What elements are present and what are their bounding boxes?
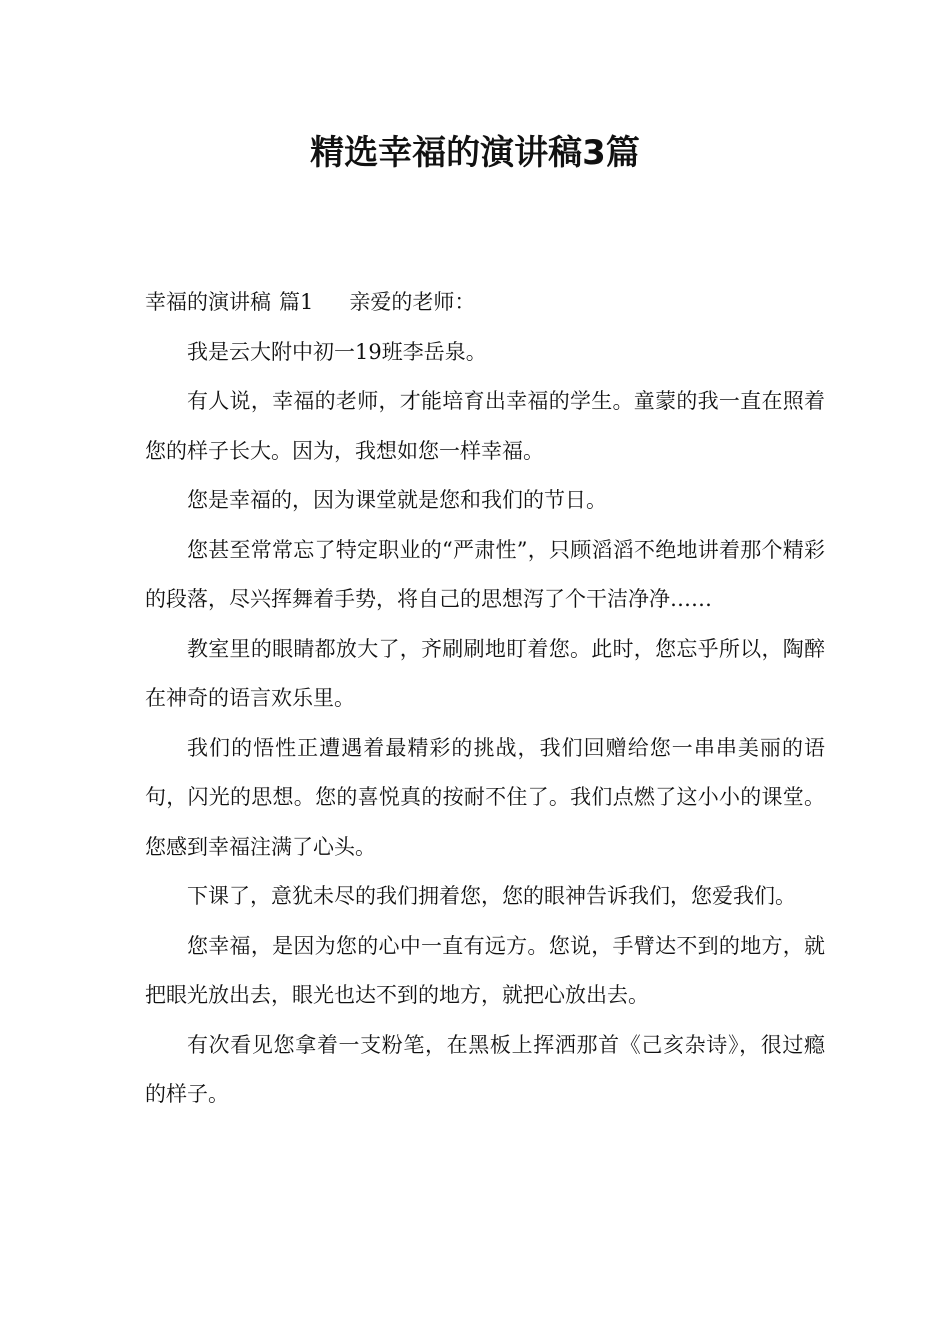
paragraph: 您甚至常常忘了特定职业的“严肃性”，只顾滔滔不绝地讲着那个精彩的段落，尽兴挥舞着手势，将自己的思想泻了个干洁净净…… [145,537,825,611]
paragraph: 我是云大附中初一19班李岳泉。 [187,339,487,364]
paragraph: 您幸福，是因为您的心中一直有远方。您说，手臂达不到的地方，就把眼光放出去，眼光也达不到的地方，就把心放出去。 [145,933,825,1007]
document-title: 精选幸福的演讲稿3篇 [310,133,640,173]
section-heading: 幸福的演讲稿 [145,290,271,314]
salutation: 亲爱的老师： [349,290,476,314]
paragraph: 有人说，幸福的老师，才能培育出幸福的学生。童蒙的我一直在照着您的样子长大。因为，我想如您一样幸福。 [145,389,825,463]
section-number: 篇1 [279,290,314,314]
paragraph: 您是幸福的，因为课堂就是您和我们的节日。 [187,488,607,512]
section-heading-line [145,278,825,328]
paragraph: 教室里的眼睛都放大了，齐刷刷地盯着您。此时，您忘乎所以，陶醉在神奇的语言欢乐里。 [145,636,825,710]
paragraph: 下课了，意犹未尽的我们拥着您，您的眼神告诉我们，您爱我们。 [187,884,796,908]
document-body [145,278,825,1120]
paragraph: 有次看见您拿着一支粉笔，在黑板上挥洒那首《己亥杂诗》，很过瘾的样子。 [145,1032,825,1106]
paragraph: 我们的悟性正遭遇着最精彩的挑战，我们回赠给您一串串美丽的语句，闪光的思想。您的喜悦真的按耐不住了。我们点燃了这小小的课堂。您感到幸福注满了心头。 [145,735,825,859]
